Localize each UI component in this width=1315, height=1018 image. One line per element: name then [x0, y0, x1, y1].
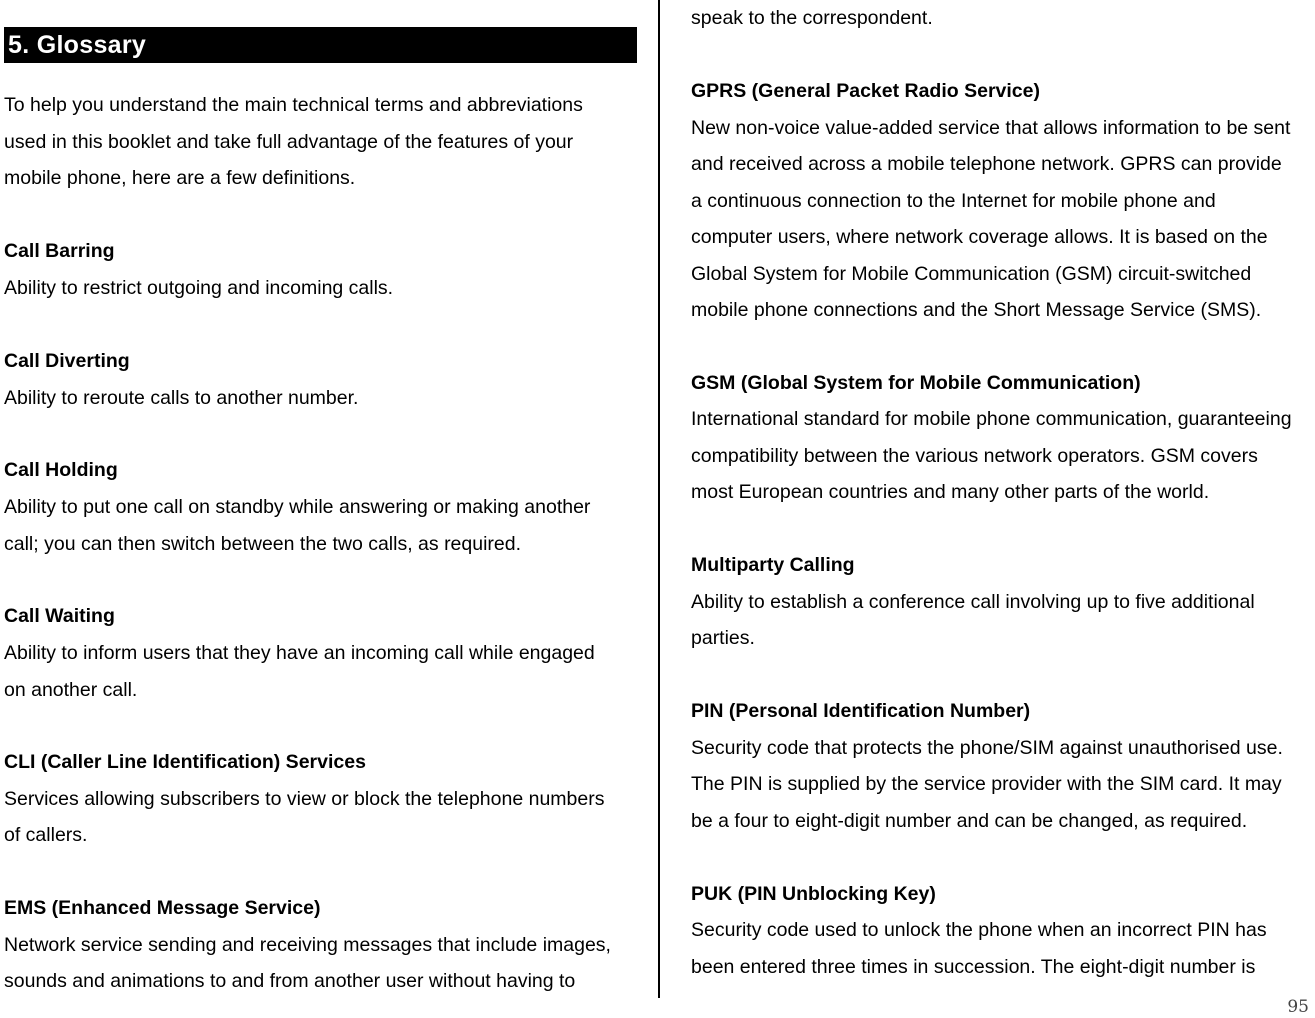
- glossary-definition: sounds and animations to and from another user without having to: [4, 970, 576, 992]
- intro-line: used in this booklet and take full advantage of the features of your: [4, 131, 574, 153]
- glossary-definition: Ability to establish a conference call involving up to five additional: [691, 591, 1255, 613]
- glossary-definition-continued: speak to the correspondent.: [691, 7, 933, 29]
- glossary-definition: and received across a mobile telephone network. GPRS can provide: [691, 153, 1282, 175]
- section-title: 5. Glossary: [8, 31, 147, 59]
- glossary-definition: computer users, where network coverage allows. It is based on the: [691, 226, 1268, 248]
- glossary-definition: Services allowing subscribers to view or block the telephone numbers: [4, 788, 605, 810]
- glossary-term-puk: PUK (PIN Unblocking Key): [691, 883, 936, 905]
- glossary-definition: Ability to restrict outgoing and incoming calls.: [4, 277, 394, 299]
- glossary-definition: call; you can then switch between the two calls, as required.: [4, 533, 522, 555]
- glossary-definition: mobile phone connections and the Short Message Service (SMS).: [691, 299, 1262, 321]
- glossary-term-call-holding: Call Holding: [4, 459, 118, 481]
- glossary-definition: a continuous connection to the Internet for mobile phone and: [691, 190, 1216, 212]
- glossary-term-call-waiting: Call Waiting: [4, 605, 115, 627]
- glossary-term-pin: PIN (Personal Identification Number): [691, 700, 1031, 722]
- glossary-definition: Ability to inform users that they have an incoming call while engaged: [4, 642, 595, 664]
- glossary-term-call-barring: Call Barring: [4, 240, 115, 262]
- glossary-term-multiparty-calling: Multiparty Calling: [691, 554, 855, 576]
- glossary-definition: on another call.: [4, 679, 138, 701]
- intro-line: To help you understand the main technical terms and abbreviations: [4, 94, 583, 116]
- glossary-definition: Ability to reroute calls to another number.: [4, 387, 359, 409]
- section-heading-bar: [4, 27, 637, 63]
- intro-line: mobile phone, here are a few definitions.: [4, 167, 356, 189]
- glossary-definition: of callers.: [4, 824, 88, 846]
- glossary-definition: been entered three times in succession. The eight-digit number is: [691, 956, 1256, 978]
- glossary-definition: Ability to put one call on standby while answering or making another: [4, 496, 591, 518]
- glossary-term-call-diverting: Call Diverting: [4, 350, 130, 372]
- column-divider: [658, 0, 660, 998]
- glossary-definition: International standard for mobile phone communication, guaranteeing: [691, 408, 1292, 430]
- glossary-definition: be a four to eight-digit number and can be changed, as required.: [691, 810, 1248, 832]
- glossary-definition: Security code that protects the phone/SIM against unauthorised use.: [691, 737, 1283, 759]
- glossary-term-ems: EMS (Enhanced Message Service): [4, 897, 321, 919]
- glossary-definition: compatibility between the various network operators. GSM covers: [691, 445, 1258, 467]
- glossary-definition: Global System for Mobile Communication (GSM) circuit-switched: [691, 263, 1252, 285]
- page-number: 95: [1287, 997, 1309, 1017]
- glossary-term-gsm: GSM (Global System for Mobile Communication): [691, 372, 1141, 394]
- glossary-definition: most European countries and many other parts of the world.: [691, 481, 1210, 503]
- glossary-definition: Security code used to unlock the phone when an incorrect PIN has: [691, 919, 1267, 941]
- glossary-definition: parties.: [691, 627, 755, 649]
- glossary-definition: The PIN is supplied by the service provider with the SIM card. It may: [691, 773, 1282, 795]
- glossary-definition: Network service sending and receiving messages that include images,: [4, 934, 611, 956]
- glossary-term-cli: CLI (Caller Line Identification) Services: [4, 751, 366, 773]
- glossary-term-gprs: GPRS (General Packet Radio Service): [691, 80, 1040, 102]
- glossary-definition: New non-voice value-added service that allows information to be sent: [691, 117, 1291, 139]
